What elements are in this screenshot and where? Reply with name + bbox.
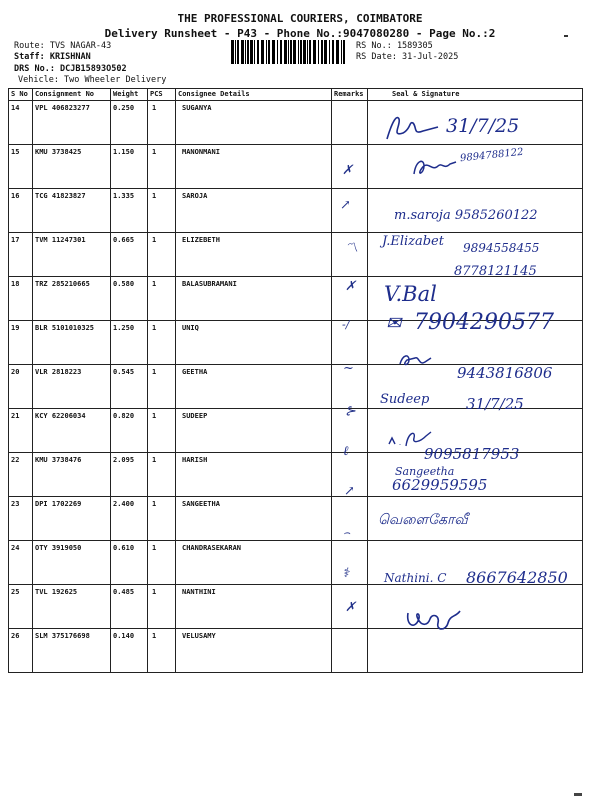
cell-seal bbox=[368, 321, 583, 365]
cell-remarks bbox=[332, 497, 368, 541]
cell-weight: 0.610 bbox=[111, 541, 148, 585]
barcode-bar bbox=[332, 40, 334, 64]
cell-pcs: 1 bbox=[148, 101, 176, 145]
rs-date: RS Date: 31-Jul-2025 bbox=[356, 52, 459, 62]
scan-speck bbox=[574, 793, 582, 796]
signature-row-21: Sudeep bbox=[380, 392, 430, 407]
cell-consignment: VLR 2818223 bbox=[33, 365, 111, 409]
cell-sno: 21 bbox=[9, 409, 33, 453]
barcode-bar bbox=[241, 40, 244, 64]
cell-consignment: KMU 3738425 bbox=[33, 145, 111, 189]
cell-remarks bbox=[332, 541, 368, 585]
cell-sno: 26 bbox=[9, 629, 33, 673]
cell-consignee: VELUSAMY bbox=[176, 629, 332, 673]
table-row bbox=[9, 453, 583, 497]
cell-remarks bbox=[332, 101, 368, 145]
phone-row-22: 9095817953 bbox=[424, 445, 520, 463]
col-header-sno: S No bbox=[9, 89, 33, 101]
cell-pcs: 1 bbox=[148, 541, 176, 585]
cell-seal bbox=[368, 189, 583, 233]
cell-pcs: 1 bbox=[148, 365, 176, 409]
barcode-bar bbox=[336, 40, 339, 64]
barcode-bar bbox=[277, 40, 278, 64]
cell-consignment: TCG 41823827 bbox=[33, 189, 111, 233]
table-row bbox=[9, 145, 583, 189]
remark-mark-19: -/ bbox=[342, 318, 350, 331]
barcode-bar bbox=[237, 40, 239, 64]
barcode-bar bbox=[272, 40, 275, 64]
staff-label: Staff: KRISHNAN bbox=[14, 52, 91, 62]
cell-remarks bbox=[332, 585, 368, 629]
barcode-bar bbox=[298, 40, 299, 64]
table-row bbox=[9, 365, 583, 409]
cell-remarks bbox=[332, 629, 368, 673]
cell-pcs: 1 bbox=[148, 233, 176, 277]
table-header-row bbox=[9, 89, 583, 101]
signature-row-25: Nathini. C bbox=[384, 571, 447, 585]
remark-mark-20: ~ bbox=[343, 361, 354, 376]
cell-sno: 14 bbox=[9, 101, 33, 145]
cell-remarks bbox=[332, 277, 368, 321]
signature-row-17: J.Elizabet bbox=[382, 234, 444, 249]
barcode-bar bbox=[266, 40, 267, 64]
cell-remarks bbox=[332, 321, 368, 365]
cell-pcs: 1 bbox=[148, 277, 176, 321]
cell-seal bbox=[368, 277, 583, 321]
barcode-bar bbox=[290, 40, 292, 64]
remark-mark-15: ✗ bbox=[342, 163, 353, 178]
barcode-bar bbox=[254, 40, 255, 64]
barcode bbox=[230, 40, 348, 64]
cell-remarks bbox=[332, 233, 368, 277]
route-label: Route: TVS NAGAR-43 bbox=[14, 41, 112, 51]
table-row bbox=[9, 233, 583, 277]
col-header-weight: Weight bbox=[111, 89, 148, 101]
cell-seal bbox=[368, 145, 583, 189]
table-row bbox=[9, 541, 583, 585]
cell-remarks bbox=[332, 409, 368, 453]
cell-consignee: UNIQ bbox=[176, 321, 332, 365]
cell-pcs: 1 bbox=[148, 321, 176, 365]
barcode-bar bbox=[313, 40, 316, 64]
cell-consignee: MANONMANI bbox=[176, 145, 332, 189]
cell-remarks bbox=[332, 189, 368, 233]
cell-sno: 15 bbox=[9, 145, 33, 189]
cell-sno: 25 bbox=[9, 585, 33, 629]
table-row bbox=[9, 277, 583, 321]
cell-seal bbox=[368, 629, 583, 673]
barcode-bar bbox=[324, 40, 327, 64]
cell-pcs: 1 bbox=[148, 629, 176, 673]
cell-weight: 0.820 bbox=[111, 409, 148, 453]
cell-seal bbox=[368, 541, 583, 585]
cell-weight: 0.665 bbox=[111, 233, 148, 277]
cell-weight: 2.400 bbox=[111, 497, 148, 541]
phone-row-15: 9894788122 bbox=[459, 146, 525, 165]
cell-pcs: 1 bbox=[148, 189, 176, 233]
vehicle-label: Vehicle: Two Wheeler Delivery bbox=[18, 75, 167, 85]
col-header-seal: Seal & Signature bbox=[368, 89, 583, 101]
cell-remarks bbox=[332, 365, 368, 409]
cell-consignee: ELIZEBETH bbox=[176, 233, 332, 277]
barcode-bar bbox=[257, 40, 259, 64]
cell-consignee: CHANDRASEKARAN bbox=[176, 541, 332, 585]
cell-sno: 24 bbox=[9, 541, 33, 585]
remark-mark-25: ⚕ bbox=[342, 566, 350, 581]
cell-seal bbox=[368, 409, 583, 453]
cell-weight: 0.580 bbox=[111, 277, 148, 321]
cell-pcs: 1 bbox=[148, 409, 176, 453]
cell-consignment: TRZ 285210665 bbox=[33, 277, 111, 321]
cell-weight: 1.250 bbox=[111, 321, 148, 365]
cell-pcs: 1 bbox=[148, 585, 176, 629]
runsheet-subtitle: Delivery Runsheet - P43 - Phone No.:9047080280 - Page No.:2 bbox=[104, 27, 496, 40]
barcode-bar bbox=[341, 40, 342, 64]
remark-mark-21: ⊱ bbox=[345, 404, 356, 419]
cell-consignment: KCY 62206034 bbox=[33, 409, 111, 453]
drs-label: DRS No.: DCJB15893O502 bbox=[14, 64, 127, 74]
phone-row-25: 8667642850 bbox=[466, 568, 568, 587]
cell-consignment: SLM 375176698 bbox=[33, 629, 111, 673]
phone-row-23: 6629959595 bbox=[392, 476, 488, 494]
col-header-remarks: Remarks bbox=[332, 89, 368, 101]
seal-icon-19: ✉ bbox=[386, 313, 402, 334]
cell-consignee: SAROJA bbox=[176, 189, 332, 233]
barcode-bar bbox=[309, 40, 311, 64]
phone-row-17: 9894558455 bbox=[463, 241, 540, 255]
barcode-bar bbox=[329, 40, 330, 64]
table-row bbox=[9, 321, 583, 365]
table-row bbox=[9, 409, 583, 453]
cell-seal bbox=[368, 233, 583, 277]
barcode-bar bbox=[280, 40, 282, 64]
remark-mark-22: ℓ bbox=[343, 444, 349, 459]
phone-row-18: 8778121145 bbox=[454, 264, 537, 279]
cell-consignee: SUGANYA bbox=[176, 101, 332, 145]
remark-mark-16: ↗ bbox=[340, 198, 351, 213]
signature-row-24: வெளைகோவீ bbox=[378, 512, 468, 528]
cell-weight: 1.150 bbox=[111, 145, 148, 189]
barcode-bar bbox=[303, 40, 306, 64]
cell-consignment: VPL 406823277 bbox=[33, 101, 111, 145]
barcode-bar bbox=[231, 40, 234, 64]
cell-weight: 0.485 bbox=[111, 585, 148, 629]
remark-mark-18: ✗ bbox=[345, 279, 356, 294]
col-header-consignment: Consignment No bbox=[33, 89, 111, 101]
cell-consignee: SANGEETHA bbox=[176, 497, 332, 541]
barcode-bar bbox=[284, 40, 287, 64]
signature-row-18: V.Bal bbox=[384, 282, 437, 306]
col-header-pcs: PCS bbox=[148, 89, 176, 101]
barcode-bar bbox=[307, 40, 308, 64]
cell-consignment: TVM 11247301 bbox=[33, 233, 111, 277]
barcode-bar bbox=[245, 40, 246, 64]
cell-weight: 0.140 bbox=[111, 629, 148, 673]
cell-seal bbox=[368, 453, 583, 497]
cell-sno: 18 bbox=[9, 277, 33, 321]
barcode-bar bbox=[300, 40, 302, 64]
barcode-bar bbox=[293, 40, 296, 64]
date-row-21: 31/7/25 bbox=[466, 395, 524, 413]
cell-remarks bbox=[332, 453, 368, 497]
remark-mark-17: 〽 bbox=[345, 241, 359, 256]
remark-mark-26: ✗ bbox=[345, 600, 356, 615]
barcode-bar bbox=[261, 40, 264, 64]
cell-consignee: SUDEEP bbox=[176, 409, 332, 453]
cell-pcs: 1 bbox=[148, 453, 176, 497]
cell-consignment: KMU 3738476 bbox=[33, 453, 111, 497]
cell-sno: 22 bbox=[9, 453, 33, 497]
cell-seal bbox=[368, 497, 583, 541]
table-row bbox=[9, 497, 583, 541]
cell-pcs: 1 bbox=[148, 145, 176, 189]
remark-mark-24: ⌢ bbox=[343, 526, 351, 539]
phone-row-20: 9443816806 bbox=[457, 364, 553, 382]
cell-seal bbox=[368, 365, 583, 409]
phone-row-19: 7904290577 bbox=[414, 310, 554, 335]
signature-row-16: m.saroja 9585260122 bbox=[394, 208, 538, 223]
rs-number: RS No.: 1589305 bbox=[356, 41, 433, 51]
signature-row-23: Sangeetha bbox=[395, 465, 455, 478]
runsheet-title: THE PROFESSIONAL COURIERS, COIMBATORE bbox=[177, 12, 423, 25]
barcode-bar bbox=[288, 40, 289, 64]
table-row bbox=[9, 629, 583, 673]
table-row bbox=[9, 189, 583, 233]
date-row-14: 31/7/25 bbox=[446, 115, 520, 137]
cell-pcs: 1 bbox=[148, 497, 176, 541]
cell-consignee: NANTHINI bbox=[176, 585, 332, 629]
cell-sno: 17 bbox=[9, 233, 33, 277]
cell-consignment: DPI 1702269 bbox=[33, 497, 111, 541]
cell-consignment: OTY 3919050 bbox=[33, 541, 111, 585]
cell-consignee: GEETHA bbox=[176, 365, 332, 409]
cell-consignment: BLR 5101010325 bbox=[33, 321, 111, 365]
col-header-consignee: Consignee Details bbox=[176, 89, 332, 101]
cell-sno: 16 bbox=[9, 189, 33, 233]
barcode-bar bbox=[318, 40, 319, 64]
table-row bbox=[9, 585, 583, 629]
cell-remarks bbox=[332, 145, 368, 189]
barcode-bar bbox=[268, 40, 270, 64]
table-row bbox=[9, 101, 583, 145]
cell-consignment: TVL 192625 bbox=[33, 585, 111, 629]
barcode-bar bbox=[343, 40, 345, 64]
cell-weight: 0.250 bbox=[111, 101, 148, 145]
cell-sno: 20 bbox=[9, 365, 33, 409]
barcode-bar bbox=[247, 40, 249, 64]
cell-sno: 23 bbox=[9, 497, 33, 541]
remark-mark-23: ↗ bbox=[344, 484, 355, 499]
cell-consignee: HARISH bbox=[176, 453, 332, 497]
runsheet-table bbox=[8, 88, 583, 673]
cell-weight: 2.095 bbox=[111, 453, 148, 497]
barcode-bar bbox=[321, 40, 323, 64]
cell-weight: 1.335 bbox=[111, 189, 148, 233]
cell-sno: 19 bbox=[9, 321, 33, 365]
cell-seal bbox=[368, 101, 583, 145]
cell-seal bbox=[368, 585, 583, 629]
cell-consignee: BALASUBRAMANI bbox=[176, 277, 332, 321]
barcode-bar bbox=[235, 40, 236, 64]
cell-weight: 0.545 bbox=[111, 365, 148, 409]
barcode-bar bbox=[250, 40, 253, 64]
